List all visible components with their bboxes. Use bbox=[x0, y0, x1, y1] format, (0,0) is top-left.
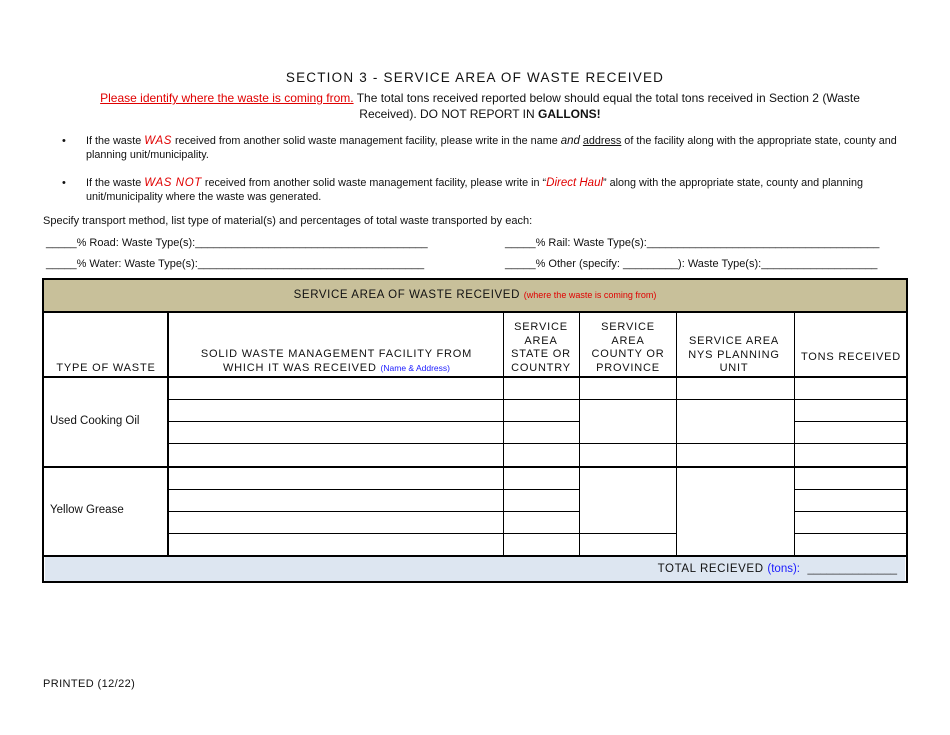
total-units: (tons): bbox=[767, 563, 800, 575]
col-type-of-waste: TYPE OF WASTE bbox=[56, 362, 156, 374]
rail-transport-line[interactable]: _____% Rail: Waste Type(s):______________________________________ bbox=[505, 237, 880, 249]
col-state: SERVICE AREA STATE OR COUNTRY bbox=[511, 321, 571, 374]
bullet-dot: • bbox=[62, 135, 66, 147]
section-title: SECTION 3 - SERVICE AREA OF WASTE RECEIVED bbox=[285, 70, 665, 85]
gallons-warning: GALLONS! bbox=[538, 107, 601, 121]
bullet-was: • If the waste WAS received from another solid waste management facility, please write in the name and address of the facility along with the appropriate state, county and planning unit/municipality. bbox=[62, 135, 897, 161]
other-transport-line[interactable]: _____% Other (specify: _________): Waste Type(s):___________________ bbox=[505, 258, 878, 270]
water-transport-line[interactable]: _____% Water: Waste Type(s):_____________________________________ bbox=[46, 258, 425, 270]
table-header-bar: SERVICE AREA OF WASTE RECEIVED (where the waste is coming from) bbox=[44, 280, 906, 313]
col-facility: SOLID WASTE MANAGEMENT FACILITY FROM WHICH IT WAS RECEIVED (Name & Address) bbox=[200, 348, 473, 374]
col-planning: SERVICE AREA NYS PLANNING UNIT bbox=[688, 335, 780, 374]
identify-note: Please identify where the waste is coming from. bbox=[100, 91, 354, 105]
total-tons-field[interactable]: ______________ bbox=[807, 563, 897, 575]
was-emphasis: WAS bbox=[144, 135, 173, 147]
bullet-was-not: • If the waste WAS NOT received from another solid waste management facility, please write in “Direct Haul” along with the appropriate state, county and planning unit/municipality where the waste was generated. bbox=[62, 177, 863, 203]
instruction-bullets bbox=[62, 134, 902, 218]
waste-type-used-cooking-oil: Used Cooking Oil bbox=[50, 415, 140, 427]
col-county: SERVICE AREA COUNTY OR PROVINCE bbox=[591, 321, 665, 374]
total-label: TOTAL RECIEVED bbox=[657, 563, 764, 575]
bullet-dot: • bbox=[62, 177, 66, 189]
road-transport-line[interactable]: _____% Road: Waste Type(s):______________________________________ bbox=[46, 237, 428, 249]
transport-instruction: Specify transport method, list type of material(s) and percentages of total waste transported by each: bbox=[43, 215, 533, 227]
service-area-table bbox=[42, 278, 908, 583]
col-tons: TONS RECEIVED bbox=[800, 351, 902, 363]
waste-type-yellow-grease: Yellow Grease bbox=[50, 504, 124, 516]
printed-date: PRINTED (12/22) bbox=[43, 678, 136, 690]
intro-paragraph bbox=[80, 90, 880, 122]
total-row bbox=[45, 557, 905, 581]
was-not-emphasis: WAS NOT bbox=[144, 177, 202, 189]
direct-haul: Direct Haul bbox=[546, 177, 604, 189]
total-note: The total tons received reported below should equal the total tons received in Section 2 (Waste Received). DO NOT REPORT IN bbox=[353, 91, 860, 121]
